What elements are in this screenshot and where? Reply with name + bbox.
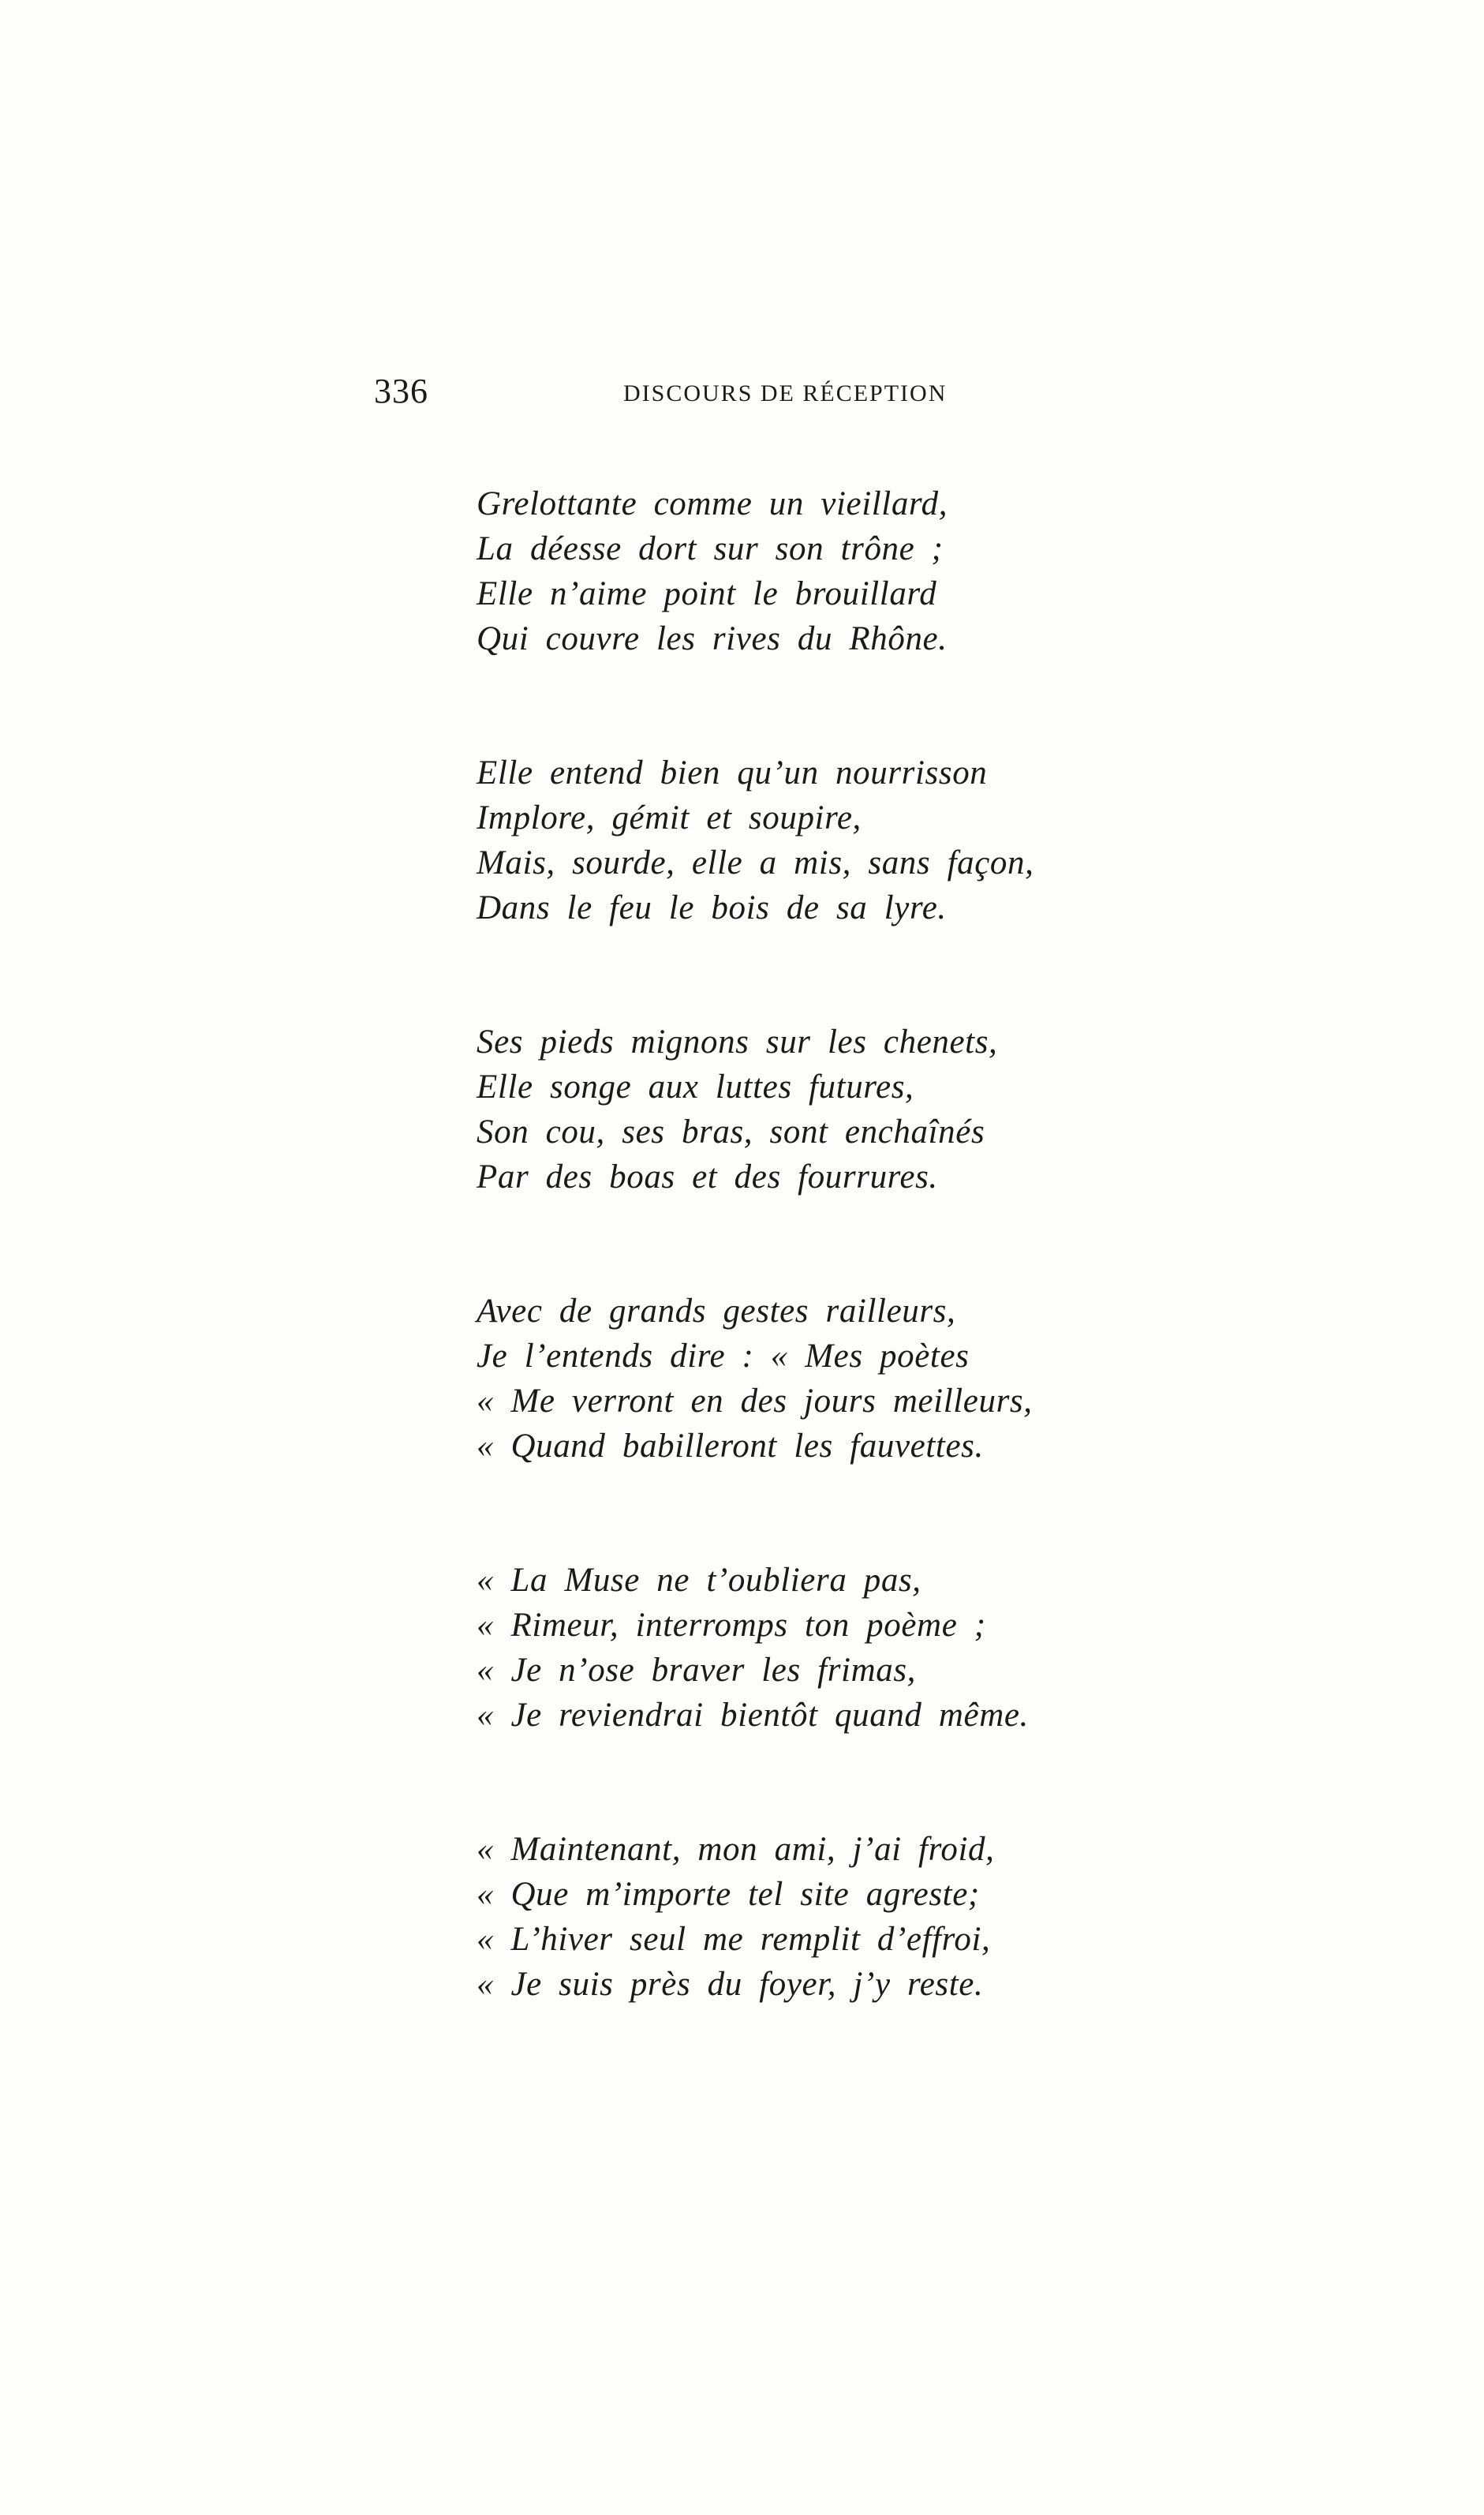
stanza-5	[477, 1558, 1123, 1738]
stanza-2	[477, 750, 1123, 930]
verse-line: « Je reviendrai bientôt quand même.	[477, 1697, 1029, 1734]
verse-line: « L’hiver seul me remplit d’effroi,	[477, 1921, 991, 1958]
verse-line: « Je n’ose braver les frimas,	[477, 1652, 917, 1689]
verse-line: « Quand babilleront les fauvettes.	[477, 1428, 984, 1465]
verse-line: Mais, sourde, elle a mis, sans façon,	[477, 844, 1034, 881]
verse-line: Ses pieds mignons sur les chenets,	[477, 1024, 998, 1061]
stanza-3	[477, 1020, 1123, 1199]
verse-line: Elle entend bien qu’un nourrisson	[477, 754, 988, 792]
stanza-6	[477, 1827, 1123, 2007]
verse-line: « Je suis près du foyer, j’y reste.	[477, 1966, 984, 2003]
verse-line: « Rimeur, interromps ton poème ;	[477, 1607, 986, 1644]
verse-line: « Maintenant, mon ami, j’ai froid,	[477, 1831, 995, 1868]
stanza-1	[477, 481, 1123, 661]
verse-line: Grelottante comme un vieillard,	[477, 485, 948, 522]
verse-line: « La Muse ne t’oubliera pas,	[477, 1562, 921, 1599]
verse-line: Dans le feu le bois de sa lyre.	[477, 889, 947, 926]
verse-line: « Que m’importe tel site agreste;	[477, 1876, 980, 1913]
verse-line: La déesse dort sur son trône ;	[477, 530, 944, 567]
verse-line: Je l’entends dire : « Mes poètes	[477, 1338, 970, 1375]
verse-line: Par des boas et des fourrures.	[477, 1158, 938, 1196]
verse-line: Elle songe aux luttes futures,	[477, 1069, 914, 1106]
verse-line: Qui couvre les rives du Rhône.	[477, 620, 948, 657]
verse-line: Son cou, ses bras, sont enchaînés	[477, 1113, 985, 1151]
verse-line: Elle n’aime point le brouillard	[477, 575, 937, 612]
verse-line: Implore, gémit et soupire,	[477, 799, 862, 836]
verse-line: « Me verront en des jours meilleurs,	[477, 1383, 1033, 1420]
stanza-4	[477, 1289, 1123, 1469]
verse-line: Avec de grands gestes railleurs,	[477, 1293, 956, 1330]
running-title: DISCOURS DE RÉCEPTION	[623, 380, 948, 406]
page-number: 336	[374, 372, 428, 410]
poem	[477, 481, 1123, 2096]
